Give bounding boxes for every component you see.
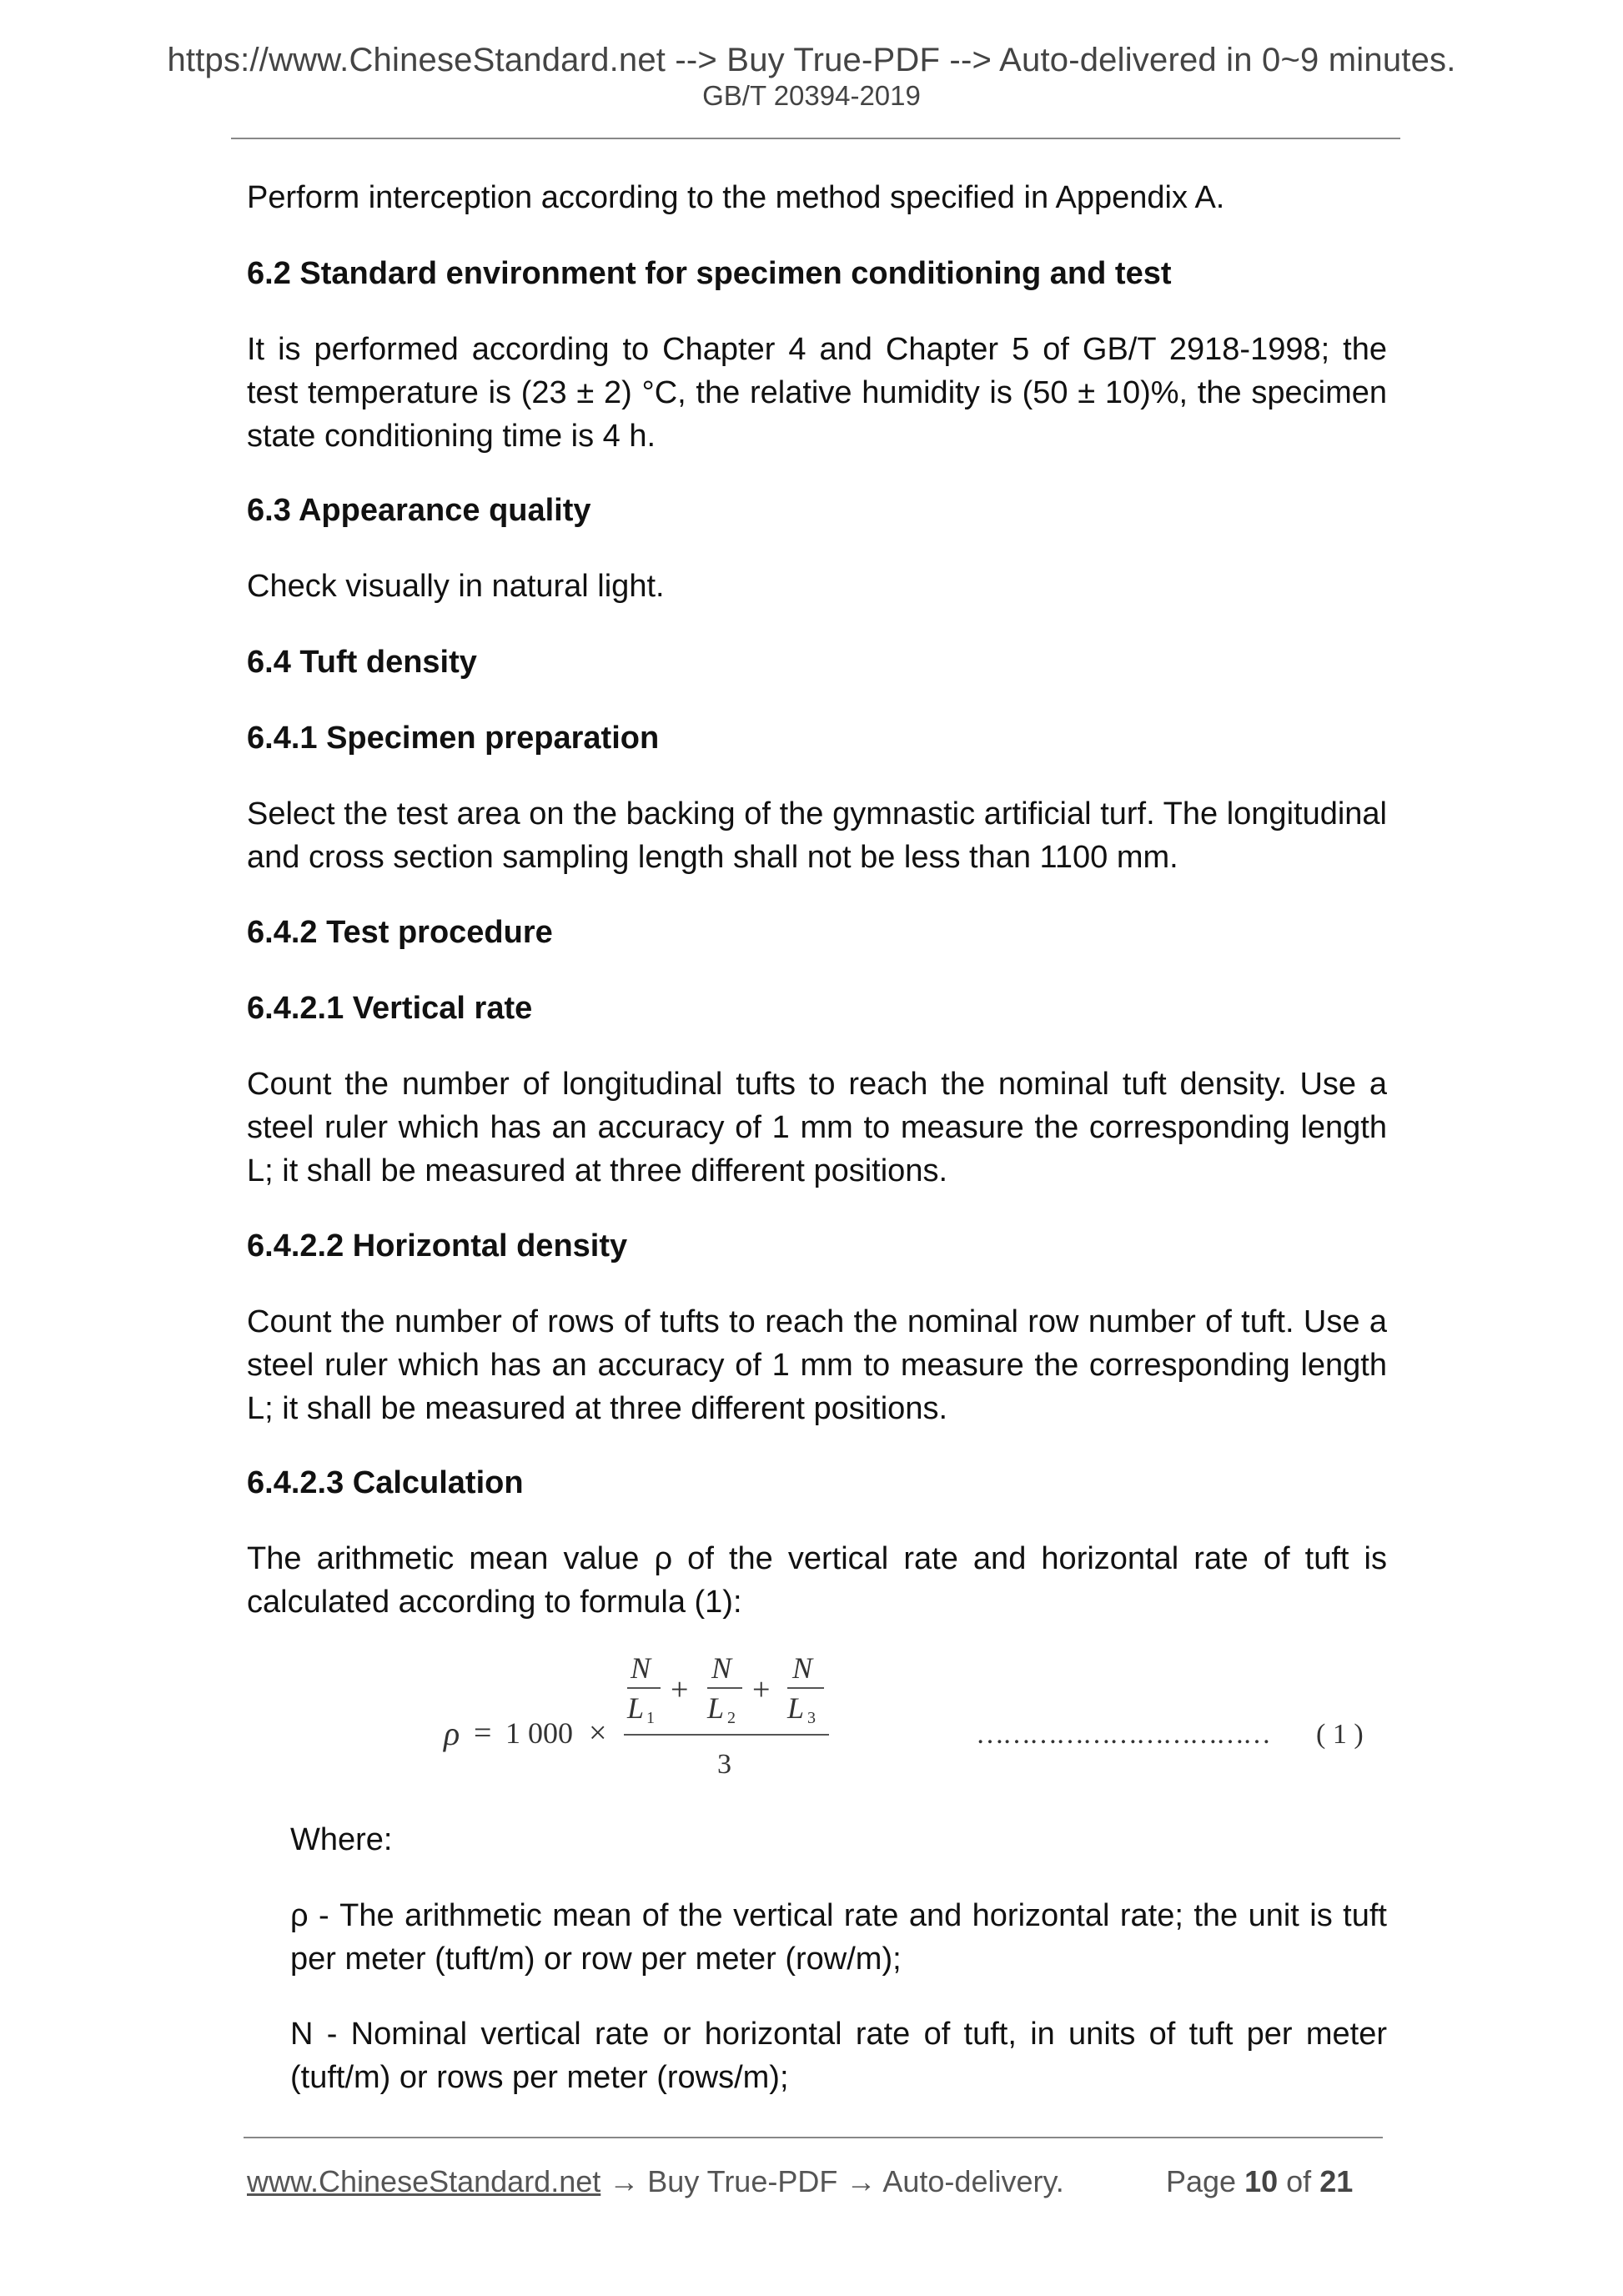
formula-plus-1: + [671, 1672, 689, 1707]
formula-n-1: N [631, 1651, 651, 1685]
arrow-right-icon: → [609, 2164, 640, 2198]
heading-6-4-2: 6.4.2 Test procedure [247, 915, 553, 950]
heading-6-3: 6.3 Appearance quality [247, 493, 591, 528]
arrow-right-icon: → [846, 2164, 877, 2198]
page-total: 21 [1319, 2164, 1354, 2198]
paragraph-6-2: It is performed according to Chapter 4 and Chapter 5 of GB/T 2918-1998; the test temperature is (23 ± 2) °C, the relative humidity is (50 ± 10)%, the specimen state conditioning time is 4 h. [247, 332, 1387, 454]
formula-rho: ρ [444, 1715, 460, 1752]
definition-n: N - Nominal vertical rate or horizontal rate of tuft, in units of tuft per meter (tuft/m) or rows per meter (rows/m); [290, 2017, 1387, 2095]
formula-l-1: L [627, 1691, 645, 1725]
paragraph-6-4-2-3: The arithmetic mean value ρ of the vertical rate and horizontal rate of tuft is calculated according to formula (1): [247, 1541, 1387, 1620]
page-of-label: of [1286, 2164, 1312, 2198]
formula-l-2: L [707, 1691, 725, 1725]
formula-1 [442, 1651, 1401, 1785]
formula-times: × [589, 1716, 607, 1751]
formula-leader-dots: …………………………… [976, 1719, 1269, 1750]
formula-denominator: 3 [717, 1749, 731, 1780]
intro-paragraph: Perform interception according to the method specified in Appendix A. [247, 180, 1225, 215]
header-url-line: https://www.ChineseStandard.net --> Buy True-PDF --> Auto-delivered in 0~9 minutes. [167, 42, 1456, 78]
header-divider [231, 138, 1400, 139]
paragraph-6-4-1: Select the test area on the backing of the gymnastic artificial turf. The longitudinal and cross section sampling length shall not be less than 1100 mm. [247, 796, 1387, 875]
page-indicator [1166, 2164, 1353, 2199]
formula-plus-2: + [752, 1672, 771, 1707]
formula-number: ( 1 ) [1316, 1719, 1364, 1750]
formula-l-3-subscript: 3 [807, 1709, 816, 1727]
definition-rho: ρ - The arithmetic mean of the vertical rate and horizontal rate; the unit is tuft per meter (tuft/m) or row per meter (row/m); [290, 1898, 1387, 1977]
formula-n-3: N [792, 1651, 813, 1685]
formula-equals: = [474, 1716, 492, 1751]
formula-l-2-subscript: 2 [727, 1709, 736, 1727]
formula-l-1-subscript: 1 [646, 1709, 655, 1727]
footer-buy-text: Buy True-PDF [647, 2164, 838, 2198]
paragraph-6-4-2-2: Count the number of rows of tufts to reach the nominal row number of tuft. Use a steel ruler which has an accuracy of 1 mm to measure the corresponding length L; it shall be measured at three different positions. [247, 1304, 1387, 1426]
footer-divider [244, 2137, 1383, 2138]
heading-6-4: 6.4 Tuft density [247, 645, 477, 680]
heading-6-4-2-1: 6.4.2.1 Vertical rate [247, 991, 533, 1026]
where-label: Where: [290, 1822, 393, 1857]
formula-coefficient: 1 000 [505, 1716, 573, 1750]
formula-n-2: N [711, 1651, 732, 1685]
footer-delivery-text: Auto-delivery. [882, 2164, 1064, 2198]
page-label: Page [1166, 2164, 1237, 2198]
paragraph-6-4-2-1: Count the number of longitudinal tufts to reach the nominal tuft density. Use a steel ruler which has an accuracy of 1 mm to measure the corresponding length L; it shall be measured at three different positions. [247, 1067, 1387, 1188]
heading-6-4-2-2: 6.4.2.2 Horizontal density [247, 1228, 628, 1264]
formula-svg [442, 1651, 1401, 1785]
page-current: 10 [1244, 2164, 1279, 2198]
footer-website-link[interactable]: www.ChineseStandard.net [247, 2164, 601, 2198]
paragraph-6-3: Check visually in natural light. [247, 569, 665, 604]
heading-6-4-1: 6.4.1 Specimen preparation [247, 721, 660, 756]
heading-6-2: 6.2 Standard environment for specimen conditioning and test [247, 256, 1172, 291]
standard-code: GB/T 20394-2019 [702, 80, 921, 111]
footer-left [247, 2164, 1064, 2199]
formula-l-3: L [787, 1691, 805, 1725]
heading-6-4-2-3: 6.4.2.3 Calculation [247, 1465, 524, 1500]
